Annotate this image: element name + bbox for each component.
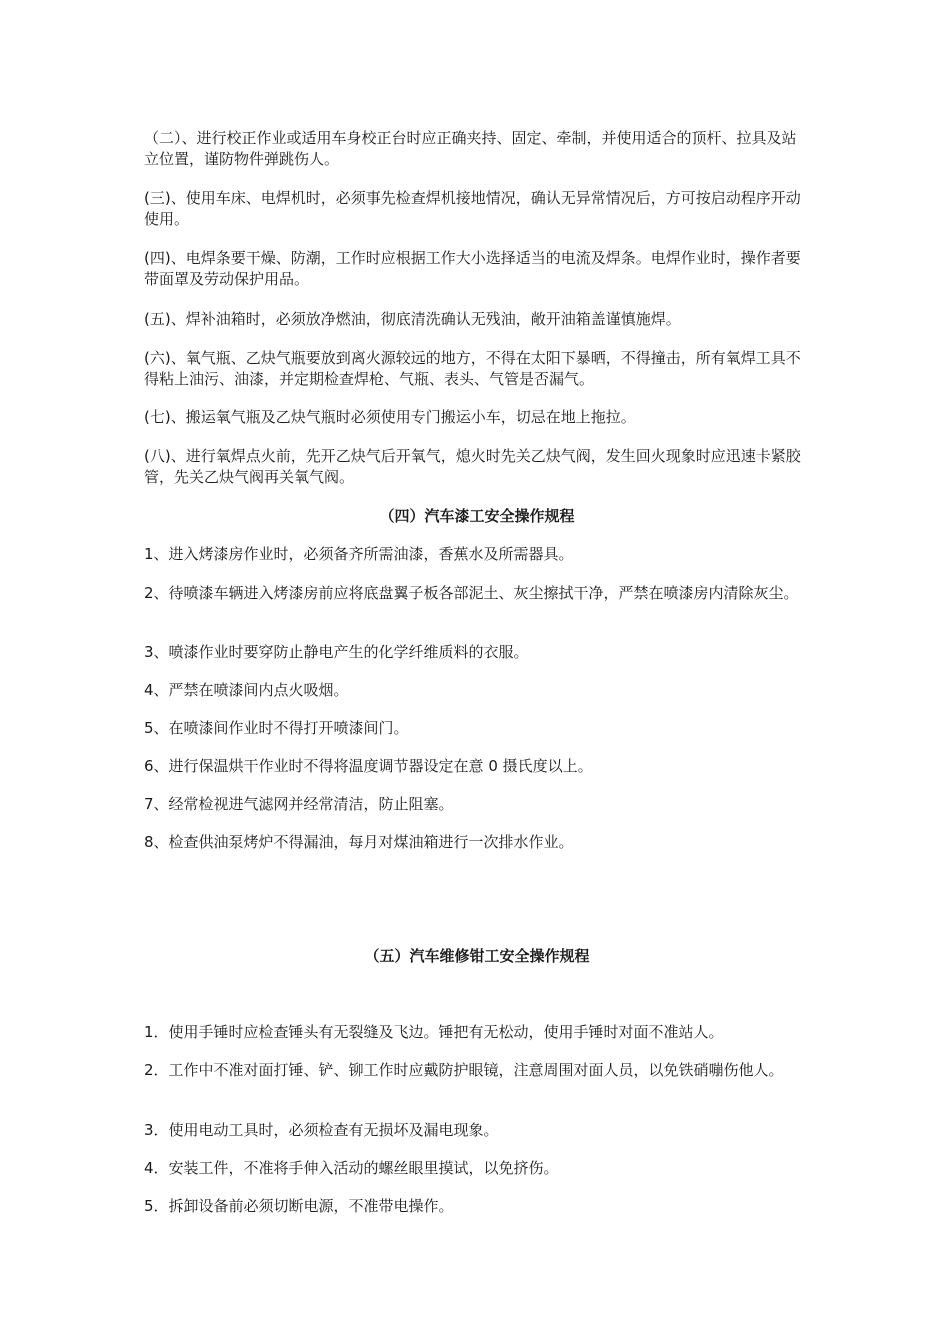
paragraph-item-4: (四)、电焊条要干燥、防潮，工作时应根据工作大小选择适当的电流及焊条。电焊作业时，操作者要带面罩及劳动保护用品。 bbox=[144, 249, 801, 288]
paragraph-item-2: （二）、进行校正作业或适用车身校正台时应正确夹持、固定、牵制，并使用适合的顶杆、拉具及站立位置，谨防物件弹跳伤人。 bbox=[144, 129, 797, 168]
rule-item-5: 5、在喷漆间作业时不得打开喷漆间门。 bbox=[144, 719, 409, 737]
rule-item-1: 1、进入烤漆房作业时，必须备齐所需油漆，香蕉水及所需器具。 bbox=[144, 545, 574, 563]
fitter-rule-item-2: 2．工作中不准对面打锤、铲、铆工作时应戴防护眼镜，注意周围对面人员，以免铁硝嘣伤他人。 bbox=[144, 1061, 784, 1079]
fitter-rule-item-1: 1．使用手锤时应检查锤头有无裂缝及飞边。锤把有无松动，使用手锤时对面不准站人。 bbox=[144, 1023, 724, 1041]
rule-item-6: 6、进行保温烘干作业时不得将温度调节器设定在意 0 摄氏度以上。 bbox=[144, 757, 593, 775]
section-heading-painter: （四）汽车漆工安全操作规程 bbox=[379, 507, 575, 525]
rule-item-7: 7、经常检视进气滤网并经常清洁，防止阻塞。 bbox=[144, 795, 454, 813]
paragraph-item-7: (七)、搬运氧气瓶及乙炔气瓶时必须使用专门搬运小车，切忌在地上拖拉。 bbox=[144, 408, 636, 426]
paragraph-item-3: (三)、使用车床、电焊机时，必须事先检查焊机接地情况，确认无异常情况后，方可按启动程序开动使用。 bbox=[144, 189, 801, 228]
fitter-rule-item-5: 5．拆卸设备前必须切断电源，不准带电操作。 bbox=[144, 1197, 454, 1215]
rule-item-8: 8、检查供油泵烤炉不得漏油，每月对煤油箱进行一次排水作业。 bbox=[144, 833, 574, 851]
paragraph-item-6: (六)、氧气瓶、乙炔气瓶要放到离火源较远的地方，不得在太阳下暴晒，不得撞击，所有氧焊工具不得粘上油污、油漆，并定期检查焊枪、气瓶、表头、气管是否漏气。 bbox=[144, 349, 801, 388]
rule-item-3: 3、喷漆作业时要穿防止静电产生的化学纤维质料的衣服。 bbox=[144, 643, 529, 661]
rule-item-2: 2、待喷漆车辆进入烤漆房前应将底盘翼子板各部泥土、灰尘擦拭干净，严禁在喷漆房内清除灰尘。 bbox=[144, 584, 799, 602]
fitter-rule-item-4: 4．安装工件，不准将手伸入活动的螺丝眼里摸试，以免挤伤。 bbox=[144, 1159, 559, 1177]
rule-item-4: 4、严禁在喷漆间内点火吸烟。 bbox=[144, 681, 349, 699]
paragraph-item-5: (五)、焊补油箱时，必须放净燃油，彻底清洗确认无残油，敞开油箱盖谨慎施焊。 bbox=[144, 310, 681, 328]
section-heading-fitter: （五）汽车维修钳工安全操作规程 bbox=[364, 947, 590, 965]
paragraph-item-8: (八)、进行氧焊点火前，先开乙炔气后开氧气，熄火时先关乙炔气阀，发生回火现象时应迅速卡紧胶管，先关乙炔气阀再关氧气阀。 bbox=[144, 447, 801, 486]
fitter-rule-item-3: 3．使用电动工具时，必须检查有无损坏及漏电现象。 bbox=[144, 1121, 499, 1139]
